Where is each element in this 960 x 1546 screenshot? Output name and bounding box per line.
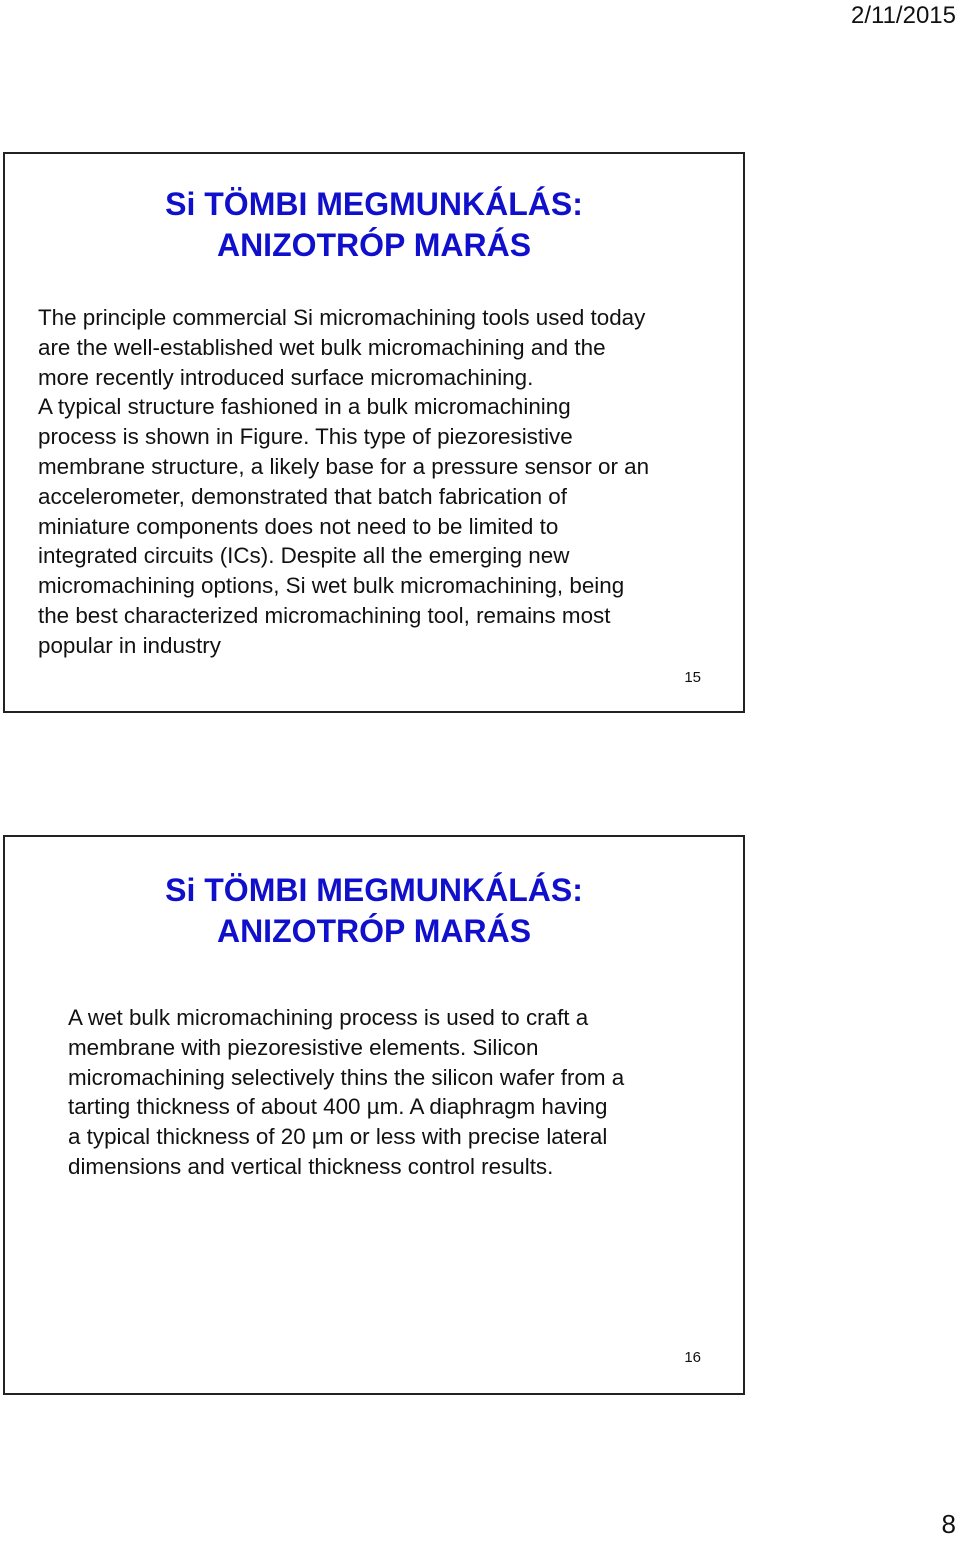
body-line: micromachining selectively thins the silicon wafer from a — [68, 1064, 625, 1090]
slide-15 — [3, 152, 745, 713]
body-line: membrane structure, a likely base for a pressure sensor or an — [38, 453, 650, 479]
body-line: dimensions and vertical thickness control results. — [68, 1153, 554, 1179]
body-line: process is shown in Figure. This type of piezoresistive — [38, 424, 573, 450]
slide-body — [38, 303, 738, 661]
slide-title-line-2: ANIZOTRÓP MARÁS — [216, 227, 532, 263]
slide-number: 15 — [684, 669, 701, 686]
body-line: a typical thickness of 20 µm or less with precise lateral — [68, 1124, 608, 1150]
slide-body — [68, 1003, 734, 1182]
page-number: 8 — [941, 1509, 956, 1539]
slide-16 — [3, 835, 745, 1395]
body-line: accelerometer, demonstrated that batch fabrication of — [38, 483, 567, 509]
slide-title — [5, 870, 743, 952]
slide-title-line-2: ANIZOTRÓP MARÁS — [216, 913, 532, 949]
page-date: 2/11/2015 — [851, 2, 956, 29]
slide-title-line-1: Si TÖMBI MEGMUNKÁLÁS: — [165, 872, 583, 908]
body-line: miniature components does not need to be limited to — [38, 513, 559, 539]
body-line: A wet bulk micromachining process is used to craft a — [68, 1005, 589, 1030]
body-line: are the well-established wet bulk micromachining and the — [38, 334, 606, 360]
body-line: popular in industry — [38, 632, 221, 658]
body-line: membrane with piezoresistive elements. Silicon — [68, 1034, 539, 1060]
body-line: A typical structure fashioned in a bulk micromachining — [38, 394, 571, 420]
body-line: tarting thickness of about 400 µm. A diaphragm having — [68, 1094, 608, 1120]
body-line: The principle commercial Si micromachining tools used today — [38, 305, 646, 330]
slide-title-line-1: Si TÖMBI MEGMUNKÁLÁS: — [165, 186, 583, 222]
slide-number: 16 — [684, 1349, 701, 1366]
body-line: integrated circuits (ICs). Despite all the emerging new — [38, 543, 570, 569]
body-line: more recently introduced surface micromachining. — [38, 364, 534, 390]
slide-title — [5, 184, 743, 266]
body-line: micromachining options, Si wet bulk micromachining, being — [38, 573, 625, 599]
body-line: the best characterized micromachining tool, remains most — [38, 602, 611, 628]
